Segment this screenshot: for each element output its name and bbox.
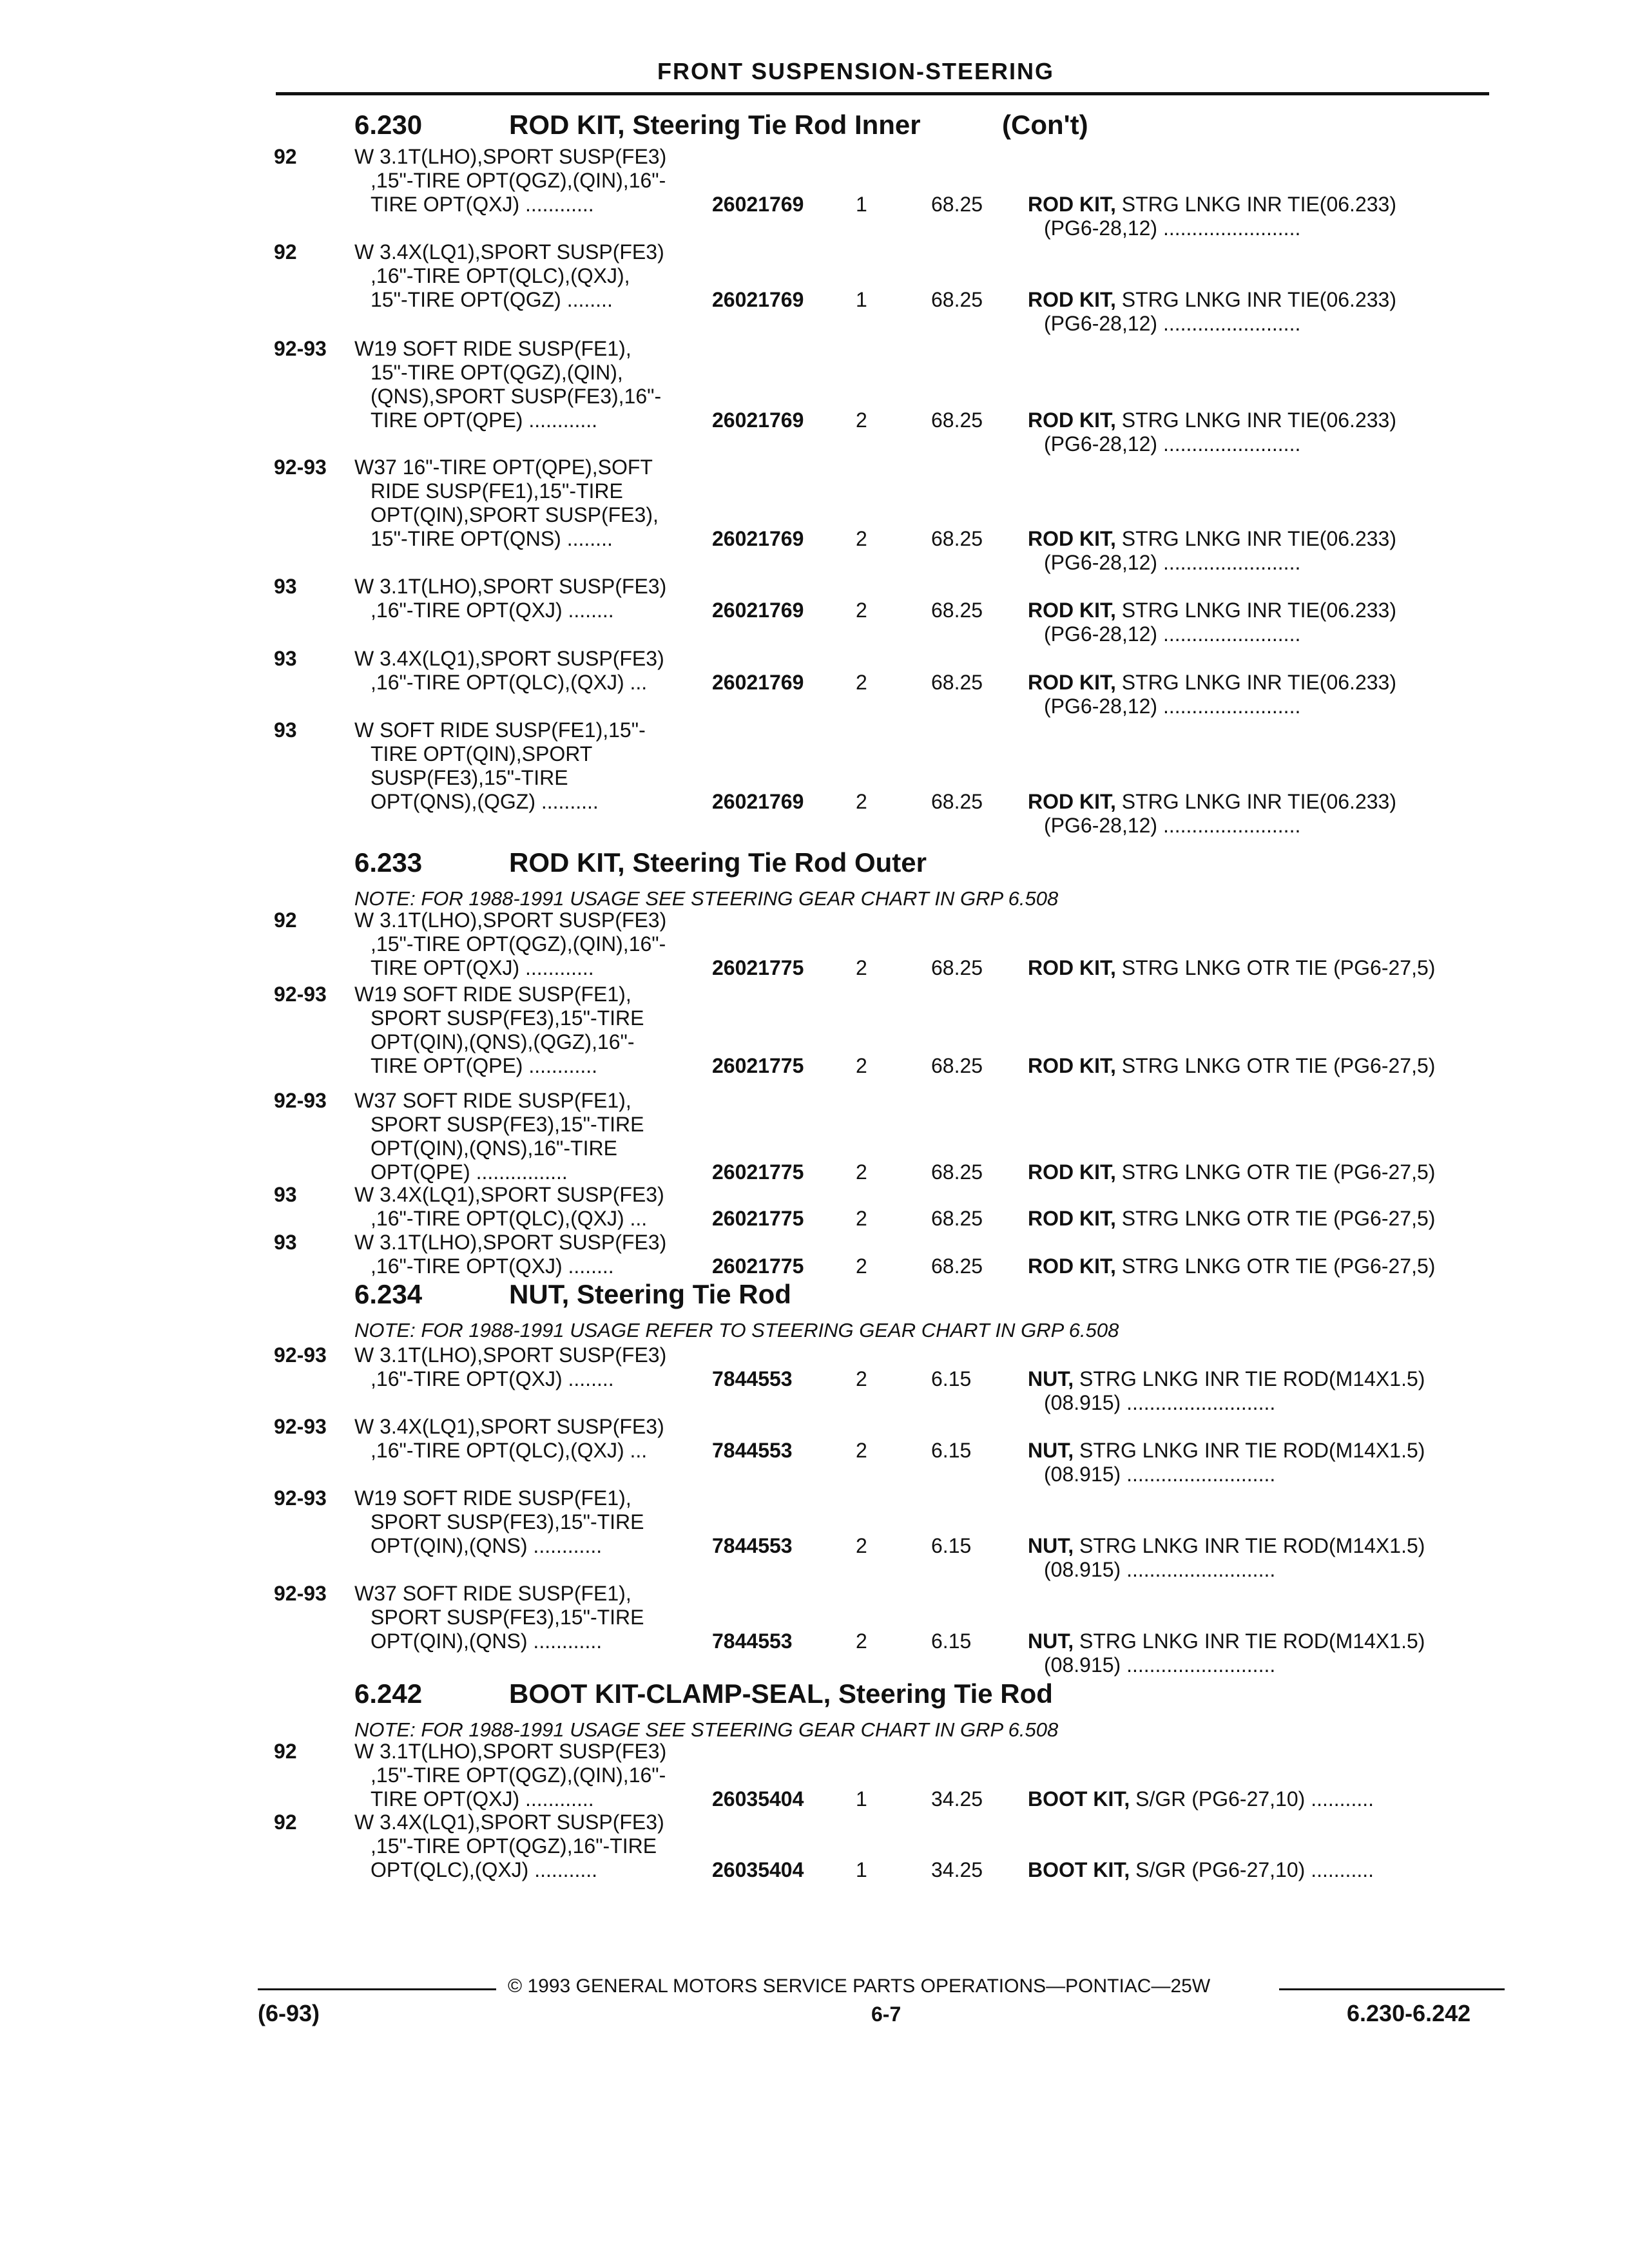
list-price: 68.25 <box>931 1160 983 1184</box>
list-price: 68.25 <box>931 1054 983 1077</box>
application-line: SPORT SUSP(FE3),15"-TIRE <box>371 1510 644 1533</box>
description-keyword: ROD KIT, <box>1028 193 1116 216</box>
application-line: W 3.1T(LHO),SPORT SUSP(FE3) <box>354 575 667 598</box>
part-description <box>1028 288 1396 312</box>
part-number: 26021775 <box>712 1254 804 1278</box>
part-number: 26021775 <box>712 1207 804 1230</box>
application-line: W 3.4X(LQ1),SPORT SUSP(FE3) <box>354 1415 664 1438</box>
application-line: W19 SOFT RIDE SUSP(FE1), <box>354 1486 631 1510</box>
quantity: 2 <box>856 599 867 622</box>
section-continued-label: (Con't) <box>1002 110 1088 140</box>
application-line: TIRE OPT(QXJ) ............ <box>371 1787 594 1811</box>
application-line: OPT(QNS),(QGZ) .......... <box>371 790 599 813</box>
list-price: 68.25 <box>931 790 983 813</box>
application-line: TIRE OPT(QPE) ............ <box>371 1054 598 1077</box>
part-number: 26021769 <box>712 790 804 813</box>
list-price: 68.25 <box>931 1207 983 1230</box>
application-line: 15"-TIRE OPT(QGZ) ........ <box>371 288 613 311</box>
part-number: 26021775 <box>712 956 804 979</box>
quantity: 2 <box>856 408 867 432</box>
model-year: 92-93 <box>274 456 327 479</box>
description-keyword: NUT, <box>1028 1439 1074 1462</box>
application-line: ,16"-TIRE OPT(QLC),(QXJ) ... <box>371 1439 648 1462</box>
quantity: 2 <box>856 1534 867 1557</box>
application-line: OPT(QIN),(QNS),16"-TIRE <box>371 1137 617 1160</box>
application-line: W19 SOFT RIDE SUSP(FE1), <box>354 983 631 1006</box>
model-year: 93 <box>274 575 297 598</box>
description-continuation: (08.915) .......................... <box>1044 1653 1276 1677</box>
part-number: 26035404 <box>712 1787 804 1811</box>
description-detail: STRG LNKG OTR TIE (PG6-27,5) <box>1115 956 1436 979</box>
section-title: NUT, Steering Tie Rod <box>509 1279 791 1309</box>
description-detail: STRG LNKG OTR TIE (PG6-27,5) <box>1115 1054 1436 1077</box>
application-line: TIRE OPT(QIN),SPORT <box>371 742 593 765</box>
description-detail: STRG LNKG OTR TIE (PG6-27,5) <box>1115 1160 1436 1184</box>
part-description <box>1028 1207 1435 1231</box>
description-continuation: (PG6-28,12) ........................ <box>1044 216 1301 240</box>
model-year: 92-93 <box>274 983 327 1006</box>
header-rule <box>276 92 1489 95</box>
model-year: 93 <box>274 1231 297 1254</box>
section-number: 6.234 <box>354 1279 423 1309</box>
model-year: 93 <box>274 1183 297 1206</box>
part-description <box>1028 1439 1425 1463</box>
description-continuation: (08.915) .......................... <box>1044 1391 1276 1414</box>
part-number: 26021769 <box>712 408 804 432</box>
application-line: OPT(QIN),SPORT SUSP(FE3), <box>371 503 659 526</box>
copyright-notice: © 1993 GENERAL MOTORS SERVICE PARTS OPERATIONS—PONTIAC—25W <box>508 1975 1211 1997</box>
application-line: OPT(QIN),(QNS) ............ <box>371 1534 602 1557</box>
application-line: ,15"-TIRE OPT(QGZ),(QIN),16"- <box>371 1763 666 1787</box>
part-description <box>1028 193 1396 216</box>
description-continuation: (PG6-28,12) ........................ <box>1044 695 1301 718</box>
list-price: 68.25 <box>931 288 983 311</box>
usage-note: NOTE: FOR 1988-1991 USAGE REFER TO STEERING GEAR CHART IN GRP 6.508 <box>354 1319 1119 1341</box>
application-line: ,16"-TIRE OPT(QXJ) ........ <box>371 1254 614 1278</box>
application-line: W19 SOFT RIDE SUSP(FE1), <box>354 337 631 360</box>
application-line: W 3.4X(LQ1),SPORT SUSP(FE3) <box>354 647 664 670</box>
description-detail: S/GR (PG6-27,10) ........... <box>1130 1858 1374 1881</box>
application-line: 15"-TIRE OPT(QNS) ........ <box>371 527 613 550</box>
application-line: 15"-TIRE OPT(QGZ),(QIN), <box>371 361 623 384</box>
description-detail: STRG LNKG OTR TIE (PG6-27,5) <box>1115 1254 1436 1278</box>
application-line: W 3.4X(LQ1),SPORT SUSP(FE3) <box>354 1811 664 1834</box>
application-line: ,15"-TIRE OPT(QGZ),(QIN),16"- <box>371 932 666 956</box>
part-description <box>1028 1858 1374 1882</box>
part-number: 26021769 <box>712 288 804 311</box>
application-line: ,16"-TIRE OPT(QLC),(QXJ) ... <box>371 671 648 694</box>
part-description <box>1028 408 1396 432</box>
part-description <box>1028 1160 1435 1184</box>
section-number: 6.230 <box>354 110 423 140</box>
application-line: W SOFT RIDE SUSP(FE1),15"- <box>354 718 646 742</box>
footer-page-number: 6-7 <box>871 2003 901 2026</box>
list-price: 68.25 <box>931 408 983 432</box>
description-keyword: ROD KIT, <box>1028 527 1116 550</box>
application-line: W 3.1T(LHO),SPORT SUSP(FE3) <box>354 145 667 168</box>
quantity: 2 <box>856 1254 867 1278</box>
part-number: 26021775 <box>712 1054 804 1077</box>
part-description <box>1028 1254 1435 1278</box>
application-line: ,16"-TIRE OPT(QXJ) ........ <box>371 599 614 622</box>
model-year: 92-93 <box>274 337 327 360</box>
part-description <box>1028 1367 1425 1391</box>
description-keyword: BOOT KIT, <box>1028 1787 1130 1811</box>
description-detail: S/GR (PG6-27,10) ........... <box>1130 1787 1374 1811</box>
application-line: W37 SOFT RIDE SUSP(FE1), <box>354 1582 631 1605</box>
description-detail: STRG LNKG INR TIE ROD(M14X1.5) <box>1074 1534 1425 1557</box>
description-detail: STRG LNKG INR TIE(06.233) <box>1115 599 1396 622</box>
application-line: W 3.1T(LHO),SPORT SUSP(FE3) <box>354 1343 667 1367</box>
part-description <box>1028 1054 1435 1078</box>
quantity: 2 <box>856 1367 867 1390</box>
application-line: SPORT SUSP(FE3),15"-TIRE <box>371 1606 644 1629</box>
quantity: 2 <box>856 956 867 979</box>
usage-note: NOTE: FOR 1988-1991 USAGE SEE STEERING GEAR CHART IN GRP 6.508 <box>354 887 1059 910</box>
description-continuation: (PG6-28,12) ........................ <box>1044 814 1301 837</box>
quantity: 2 <box>856 1054 867 1077</box>
part-description <box>1028 1787 1374 1811</box>
description-keyword: NUT, <box>1028 1534 1074 1557</box>
description-keyword: ROD KIT, <box>1028 599 1116 622</box>
quantity: 2 <box>856 790 867 813</box>
model-year: 92 <box>274 908 297 932</box>
quantity: 2 <box>856 1629 867 1653</box>
quantity: 1 <box>856 1787 867 1811</box>
list-price: 34.25 <box>931 1858 983 1881</box>
section-number: 6.242 <box>354 1678 423 1709</box>
part-number: 26021775 <box>712 1160 804 1184</box>
list-price: 6.15 <box>931 1534 972 1557</box>
quantity: 2 <box>856 527 867 550</box>
list-price: 68.25 <box>931 671 983 694</box>
application-line: OPT(QPE) ................ <box>371 1160 568 1184</box>
part-number: 26021769 <box>712 671 804 694</box>
part-description <box>1028 599 1396 622</box>
application-line: OPT(QIN),(QNS) ............ <box>371 1629 602 1653</box>
section-title: ROD KIT, Steering Tie Rod Outer <box>509 847 927 878</box>
application-line: TIRE OPT(QPE) ............ <box>371 408 598 432</box>
description-keyword: NUT, <box>1028 1629 1074 1653</box>
part-number: 7844553 <box>712 1629 793 1653</box>
description-detail: STRG LNKG OTR TIE (PG6-27,5) <box>1115 1207 1436 1230</box>
usage-note: NOTE: FOR 1988-1991 USAGE SEE STEERING GEAR CHART IN GRP 6.508 <box>354 1718 1059 1741</box>
list-price: 68.25 <box>931 599 983 622</box>
section-title: ROD KIT, Steering Tie Rod Inner <box>509 110 921 140</box>
part-description <box>1028 527 1396 551</box>
part-description <box>1028 671 1396 695</box>
quantity: 2 <box>856 671 867 694</box>
description-keyword: ROD KIT, <box>1028 1160 1116 1184</box>
application-line: TIRE OPT(QXJ) ............ <box>371 193 594 216</box>
description-keyword: ROD KIT, <box>1028 1254 1116 1278</box>
application-line: W 3.1T(LHO),SPORT SUSP(FE3) <box>354 1231 667 1254</box>
application-line: SPORT SUSP(FE3),15"-TIRE <box>371 1113 644 1136</box>
footer-date: (6-93) <box>258 2000 320 2026</box>
quantity: 1 <box>856 1858 867 1881</box>
footer-section-range: 6.230-6.242 <box>1347 2000 1471 2026</box>
part-number: 7844553 <box>712 1534 793 1557</box>
application-line: W 3.4X(LQ1),SPORT SUSP(FE3) <box>354 1183 664 1206</box>
part-description <box>1028 1629 1425 1653</box>
description-keyword: ROD KIT, <box>1028 408 1116 432</box>
list-price: 68.25 <box>931 1254 983 1278</box>
quantity: 2 <box>856 1439 867 1462</box>
description-keyword: ROD KIT, <box>1028 1207 1116 1230</box>
list-price: 68.25 <box>931 527 983 550</box>
application-line: W37 16"-TIRE OPT(QPE),SOFT <box>354 456 653 479</box>
application-line: W 3.4X(LQ1),SPORT SUSP(FE3) <box>354 240 664 264</box>
list-price: 6.15 <box>931 1629 972 1653</box>
part-description <box>1028 1534 1425 1558</box>
model-year: 92-93 <box>274 1486 327 1510</box>
model-year: 92-93 <box>274 1582 327 1605</box>
description-continuation: (08.915) .......................... <box>1044 1463 1276 1486</box>
application-line: OPT(QIN),(QNS),(QGZ),16"- <box>371 1030 635 1053</box>
list-price: 6.15 <box>931 1367 972 1390</box>
application-line: SUSP(FE3),15"-TIRE <box>371 766 568 789</box>
list-price: 68.25 <box>931 193 983 216</box>
part-number: 26021769 <box>712 193 804 216</box>
description-continuation: (PG6-28,12) ........................ <box>1044 551 1301 574</box>
description-continuation: (PG6-28,12) ........................ <box>1044 312 1301 335</box>
list-price: 6.15 <box>931 1439 972 1462</box>
list-price: 68.25 <box>931 956 983 979</box>
model-year: 92-93 <box>274 1415 327 1438</box>
description-detail: STRG LNKG INR TIE(06.233) <box>1115 527 1396 550</box>
model-year: 92 <box>274 1740 297 1763</box>
application-line: ,16"-TIRE OPT(QLC),(QXJ) ... <box>371 1207 648 1230</box>
application-line: W 3.1T(LHO),SPORT SUSP(FE3) <box>354 1740 667 1763</box>
description-keyword: ROD KIT, <box>1028 671 1116 694</box>
part-description <box>1028 956 1435 980</box>
part-number: 26021769 <box>712 599 804 622</box>
description-keyword: ROD KIT, <box>1028 956 1116 979</box>
description-detail: STRG LNKG INR TIE(06.233) <box>1115 790 1396 813</box>
model-year: 92 <box>274 145 297 168</box>
description-detail: STRG LNKG INR TIE ROD(M14X1.5) <box>1074 1367 1425 1390</box>
application-line: ,16"-TIRE OPT(QXJ) ........ <box>371 1367 614 1390</box>
part-description <box>1028 790 1396 814</box>
part-number: 7844553 <box>712 1367 793 1390</box>
application-line: W 3.1T(LHO),SPORT SUSP(FE3) <box>354 908 667 932</box>
description-keyword: ROD KIT, <box>1028 790 1116 813</box>
footer-rule-left <box>258 1988 496 1990</box>
section-number: 6.233 <box>354 847 423 878</box>
application-line: (QNS),SPORT SUSP(FE3),16"- <box>371 385 662 408</box>
description-continuation: (08.915) .......................... <box>1044 1558 1276 1581</box>
description-keyword: BOOT KIT, <box>1028 1858 1130 1881</box>
description-continuation: (PG6-28,12) ........................ <box>1044 432 1301 456</box>
footer-rule-right <box>1279 1988 1505 1990</box>
description-keyword: ROD KIT, <box>1028 288 1116 311</box>
section-title: BOOT KIT-CLAMP-SEAL, Steering Tie Rod <box>509 1678 1053 1709</box>
application-line: OPT(QLC),(QXJ) ........... <box>371 1858 598 1881</box>
description-keyword: NUT, <box>1028 1367 1074 1390</box>
description-detail: STRG LNKG INR TIE(06.233) <box>1115 671 1396 694</box>
model-year: 92-93 <box>274 1089 327 1112</box>
application-line: W37 SOFT RIDE SUSP(FE1), <box>354 1089 631 1112</box>
description-detail: STRG LNKG INR TIE ROD(M14X1.5) <box>1074 1439 1425 1462</box>
application-line: ,16"-TIRE OPT(QLC),(QXJ), <box>371 264 630 287</box>
page-header-title: FRONT SUSPENSION-STEERING <box>657 58 1055 84</box>
model-year: 93 <box>274 718 297 742</box>
part-number: 26035404 <box>712 1858 804 1881</box>
description-detail: STRG LNKG INR TIE(06.233) <box>1115 288 1396 311</box>
application-line: ,15"-TIRE OPT(QGZ),(QIN),16"- <box>371 169 666 192</box>
application-line: ,15"-TIRE OPT(QGZ),16"-TIRE <box>371 1834 657 1858</box>
part-number: 26021769 <box>712 527 804 550</box>
quantity: 1 <box>856 288 867 311</box>
description-detail: STRG LNKG INR TIE(06.233) <box>1115 408 1396 432</box>
application-line: RIDE SUSP(FE1),15"-TIRE <box>371 479 623 503</box>
description-continuation: (PG6-28,12) ........................ <box>1044 622 1301 646</box>
quantity: 2 <box>856 1207 867 1230</box>
model-year: 92-93 <box>274 1343 327 1367</box>
description-detail: STRG LNKG INR TIE(06.233) <box>1115 193 1396 216</box>
quantity: 1 <box>856 193 867 216</box>
description-keyword: ROD KIT, <box>1028 1054 1116 1077</box>
description-detail: STRG LNKG INR TIE ROD(M14X1.5) <box>1074 1629 1425 1653</box>
part-number: 7844553 <box>712 1439 793 1462</box>
model-year: 93 <box>274 647 297 670</box>
model-year: 92 <box>274 240 297 264</box>
model-year: 92 <box>274 1811 297 1834</box>
quantity: 2 <box>856 1160 867 1184</box>
list-price: 34.25 <box>931 1787 983 1811</box>
application-line: SPORT SUSP(FE3),15"-TIRE <box>371 1006 644 1030</box>
application-line: TIRE OPT(QXJ) ............ <box>371 956 594 979</box>
